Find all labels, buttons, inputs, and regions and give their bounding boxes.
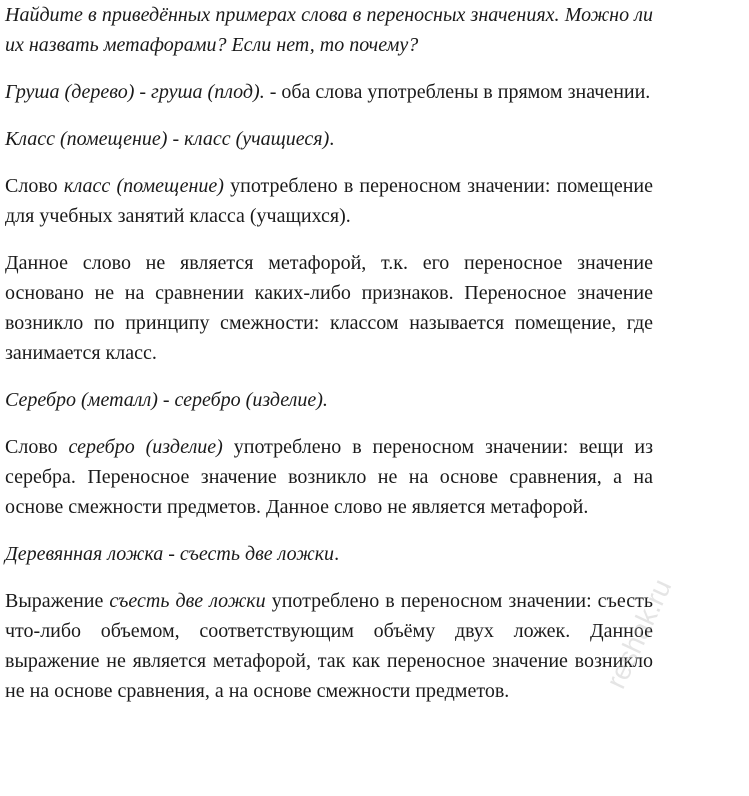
pair2-title-dot: .: [329, 128, 335, 150]
task-question: [5, 0, 653, 60]
pair3-p1-term: серебро (изделие): [68, 436, 223, 458]
pair4-p1-end: употреблено в переносном значении: съесть что-либо объемом, соответствующим объёму двух ложек. Данное выражение не является метафорой, так как переносное значение возникло не на основе сравнения, а на основе смежности предметов.: [5, 590, 653, 702]
pair3-p1-end: употреблено в переносном значении: вещи из серебра. Переносное значение возникло не на основе сравнения, а на основе смежности предметов. Данное слово не является метафорой.: [5, 436, 653, 518]
pair4-heading: [5, 539, 653, 569]
pair2-p1-start: Слово: [5, 175, 64, 197]
task-question-text: Найдите в приведённых примерах слова в переносных значениях. Можно ли их назвать метафорами? Если нет, то почему?: [5, 4, 653, 56]
pair4-p1-start: Выражение: [5, 590, 110, 612]
pair2-paragraph-2: Данное слово не является метафорой, т.к. его переносное значение основано не на сравнении каких-либо признаков. Переносное значение возникло по принципу смежности: классом называется помещение, где занимается класс.: [5, 252, 653, 364]
pair3-p1-start: Слово: [5, 436, 69, 458]
pair2-heading: [5, 124, 653, 154]
pair1-explanation: - оба слова употреблены в прямом значении.: [264, 81, 651, 103]
pair4-title-dot: .: [334, 543, 340, 565]
pair2-p1-end: употреблено в переносном значении: помещение для учебных занятий класса (учащихся).: [5, 175, 653, 227]
pair2-paragraph-1: [5, 171, 653, 231]
pair2-title: Класс (помещение) - класс (учащиеся): [5, 128, 330, 150]
document-page: [5, 0, 653, 706]
pair1-title: Груша (дерево) - груша (плод).: [5, 81, 265, 103]
pair2-p1-term: класс (помещение): [63, 175, 224, 197]
pair4-paragraph-1: [5, 586, 653, 706]
watermark: reshak.ru: [600, 574, 678, 694]
pair3-paragraph-1: [5, 432, 653, 522]
pair3-heading: [5, 385, 653, 415]
pair4-p1-term: съесть две ложки: [109, 590, 266, 612]
pair3-title: Серебро (металл) - серебро (изделие).: [5, 389, 328, 411]
pair4-title: Деревянная ложка - съесть две ложки: [5, 543, 335, 565]
pair1-paragraph: [5, 77, 653, 107]
